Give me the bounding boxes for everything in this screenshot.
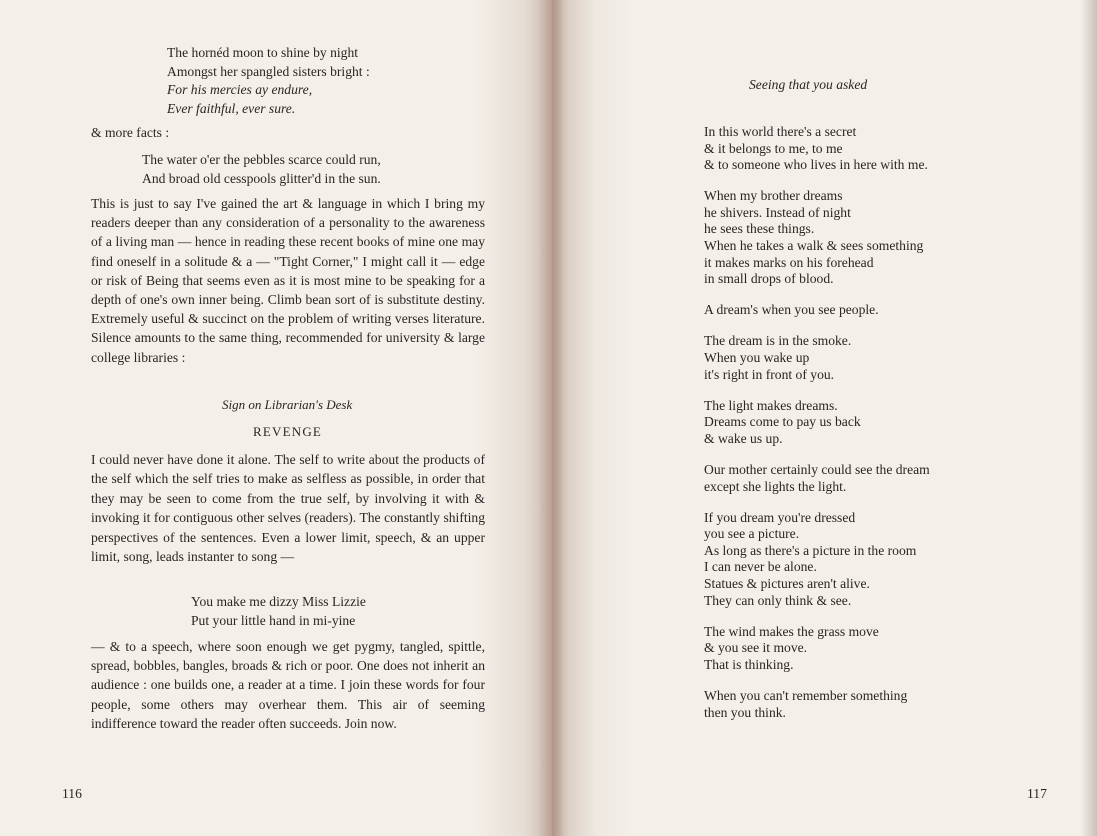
stanza bbox=[704, 688, 930, 721]
poem-line: & to someone who lives in here with me. bbox=[704, 157, 928, 173]
poem-line: & it belongs to me, to me bbox=[704, 140, 843, 156]
poem-line: I can never be alone. bbox=[704, 559, 817, 575]
poem-line: The dream is in the smoke. bbox=[704, 333, 852, 349]
poem-body bbox=[704, 124, 930, 721]
poem-title-text: Seeing that you asked bbox=[749, 77, 868, 92]
song-verse bbox=[191, 593, 366, 630]
sign-caption bbox=[222, 396, 352, 415]
stanza bbox=[704, 124, 930, 174]
poem-line: That is thinking. bbox=[704, 656, 794, 672]
verse-line-italic: Ever faithful, ever sure. bbox=[167, 100, 296, 116]
sign-caption-text: Sign on Librarian's Desk bbox=[222, 397, 353, 412]
paragraph-one bbox=[91, 194, 485, 367]
second-verse bbox=[142, 151, 381, 188]
poem-line: Dreams come to pay us back bbox=[704, 414, 861, 430]
paragraph-three bbox=[91, 637, 485, 733]
paragraph-text: — & to a speech, where soon enough we get pygmy, tangled, spittle, spread, bobbles, bangles, broads & rich or poor. One does not inherit an audience : one builds one, a reader at a time. I join these words for four people, some others may overhear them. This air of seeming indifference toward the reader often succeeds. Join now. bbox=[91, 639, 485, 731]
verse-line: The hornéd moon to shine by night bbox=[167, 45, 359, 60]
stanza bbox=[704, 624, 930, 674]
poem-line: & you see it move. bbox=[704, 640, 808, 656]
verse-line: And broad old cesspools glitter'd in the sun. bbox=[142, 170, 381, 186]
poem-line: If you dream you're dressed bbox=[704, 509, 856, 525]
poem-line: In this world there's a secret bbox=[704, 124, 857, 139]
poem-line: They can only think & see. bbox=[704, 592, 852, 608]
more-facts-line bbox=[91, 124, 169, 143]
stanza bbox=[704, 333, 930, 383]
stanza bbox=[704, 188, 930, 288]
poem-line: When my brother dreams bbox=[704, 188, 843, 204]
poem-line: in small drops of blood. bbox=[704, 271, 834, 287]
verse-line: You make me dizzy Miss Lizzie bbox=[191, 594, 366, 609]
poem-line: he shivers. Instead of night bbox=[704, 204, 851, 220]
book-gutter bbox=[538, 0, 564, 836]
sign-text bbox=[253, 423, 322, 442]
poem-line: you see a picture. bbox=[704, 526, 800, 542]
verse-line: Amongst her spangled sisters bright : bbox=[167, 63, 370, 79]
poem-line: it's right in front of you. bbox=[704, 366, 835, 382]
page-number-left: 116 bbox=[62, 786, 82, 801]
poem-line: then you think. bbox=[704, 704, 786, 720]
poem-line: Our mother certainly could see the dream bbox=[704, 462, 930, 477]
revenge-heading: REVENGE bbox=[253, 424, 323, 439]
poem-title bbox=[749, 76, 867, 95]
more-facts-text: & more facts : bbox=[91, 125, 170, 140]
stanza bbox=[704, 398, 930, 448]
poem-line: except she lights the light. bbox=[704, 478, 847, 494]
paragraph-text: This is just to say I've gained the art & language in which I bring my readers deeper than any consideration of a personality to the awareness of a living man — hence in reading these recent books of mine one may find oneself in a solitude & a — "Tight Corner," I might call it — edge or risk of Being that seems even as it is most mine to be speaking for a depth of one's own inner being. Climb bean sort of is substitute destiny. Extremely useful & succinct on the problem of writing verses literature. Silence amounts to the same thing, recommended for university & large college libraries : bbox=[91, 196, 485, 365]
stanza bbox=[704, 462, 930, 495]
poem-line: When you can't remember something bbox=[704, 688, 908, 704]
poem-line: The light makes dreams. bbox=[704, 397, 838, 413]
stanza bbox=[704, 302, 930, 319]
poem-line: When he takes a walk & sees something bbox=[704, 238, 924, 254]
verse-line: Put your little hand in mi-yine bbox=[191, 612, 356, 628]
verse-line: The water o'er the pebbles scarce could run, bbox=[142, 152, 381, 167]
poem-line: it makes marks on his forehead bbox=[704, 254, 874, 270]
right-page bbox=[552, 0, 1097, 836]
stanza bbox=[704, 510, 930, 610]
page-number-right: 117 bbox=[1027, 786, 1047, 801]
verse-line-italic: For his mercies ay endure, bbox=[167, 82, 313, 97]
poem-line: he sees these things. bbox=[704, 221, 815, 237]
poem-line: As long as there's a picture in the room bbox=[704, 542, 917, 558]
poem-line: A dream's when you see people. bbox=[704, 302, 879, 318]
poem-line: & wake us up. bbox=[704, 430, 783, 446]
poem-line: The wind makes the grass move bbox=[704, 623, 879, 639]
opening-verse bbox=[167, 44, 370, 118]
poem-line: When you wake up bbox=[704, 350, 810, 366]
paragraph-text: I could never have done it alone. The self to write about the products of the self which the self tries to make as selfless as possible, in order that they may be seen to come from the true self, by involving it with & invoking it for contiguous other selves (readers). The constantly shifting perspectives of the sentences. Even a lower limit, speech, & an upper limit, song, leads instanter to song — bbox=[91, 452, 485, 565]
poem-line: Statues & pictures aren't alive. bbox=[704, 576, 870, 592]
paragraph-two bbox=[91, 450, 485, 566]
